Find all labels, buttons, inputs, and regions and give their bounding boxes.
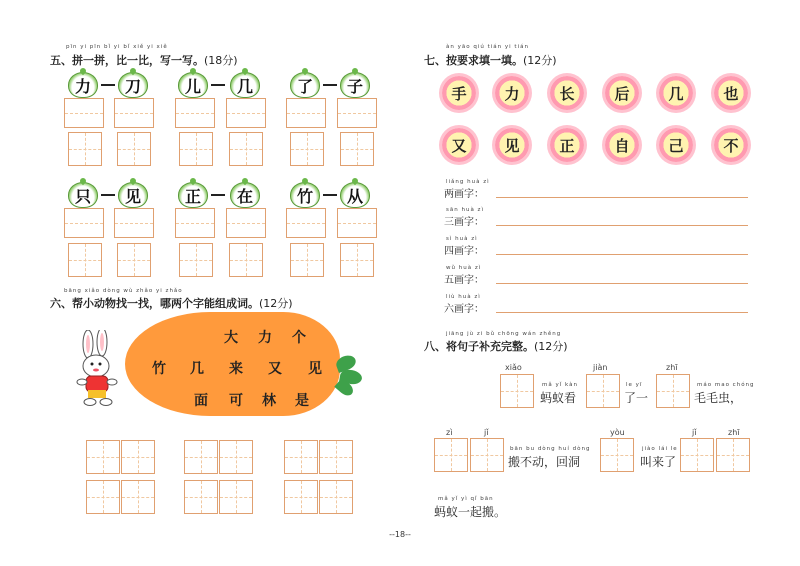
pinyin-box[interactable]	[114, 208, 154, 238]
pinyin-box[interactable]	[175, 98, 215, 128]
pinyin-box[interactable]	[226, 208, 266, 238]
writing-grid[interactable]	[229, 132, 263, 166]
pinyin-box[interactable]	[114, 98, 154, 128]
writing-grid[interactable]	[340, 132, 374, 166]
dash	[101, 84, 115, 86]
writing-grid[interactable]	[68, 132, 102, 166]
writing-grid[interactable]	[229, 243, 263, 277]
flower-char[interactable]: 又	[442, 128, 476, 162]
carrot-char[interactable]: 又	[268, 361, 282, 377]
writing-grid[interactable]	[284, 440, 318, 474]
flower-char[interactable]: 自	[605, 128, 639, 162]
flower-char[interactable]: 手	[442, 76, 476, 110]
writing-grid[interactable]	[179, 243, 213, 277]
char-tile: 正	[178, 182, 208, 208]
writing-grid[interactable]	[600, 438, 634, 472]
char-tile: 竹	[290, 182, 320, 208]
flower-char[interactable]: 正	[550, 128, 584, 162]
dash	[211, 194, 225, 196]
writing-grid[interactable]	[434, 438, 468, 472]
flower-char[interactable]: 几	[659, 76, 693, 110]
flower-char[interactable]: 见	[495, 128, 529, 162]
sentence-text: 蚂蚁看	[540, 391, 577, 405]
label-pinyin: liù huà zì	[446, 294, 481, 300]
page-number: --18--	[389, 530, 411, 539]
writing-grid[interactable]	[219, 440, 253, 474]
writing-grid[interactable]	[319, 440, 353, 474]
pinyin: mǎ yǐ yì qǐ bān	[438, 496, 494, 502]
writing-grid[interactable]	[656, 374, 690, 408]
pinyin-box[interactable]	[226, 98, 266, 128]
sentence-text: 了一	[624, 391, 649, 405]
writing-grid[interactable]	[86, 440, 120, 474]
char-tile: 刀	[118, 72, 148, 98]
carrot-char[interactable]: 几	[190, 361, 204, 377]
writing-grid[interactable]	[680, 438, 714, 472]
label-pinyin: sì huà zì	[446, 236, 478, 242]
q8-title	[424, 338, 568, 354]
pinyin: mǎ yǐ kàn	[542, 382, 578, 388]
flower-char[interactable]: 力	[495, 76, 529, 110]
pinyin: bān bu dòng huí dòng	[510, 446, 591, 452]
writing-grid[interactable]	[500, 374, 534, 408]
writing-grid[interactable]	[184, 440, 218, 474]
stroke-label: 五画字：	[444, 275, 484, 286]
answer-line[interactable]	[496, 254, 748, 255]
flower-char[interactable]: 也	[714, 76, 748, 110]
label-pinyin: liǎng huà zì	[446, 179, 490, 185]
carrot-char[interactable]: 力	[258, 330, 272, 346]
char-tile: 从	[340, 182, 370, 208]
dash	[323, 84, 337, 86]
carrot-char[interactable]: 面	[194, 393, 208, 409]
pinyin-box[interactable]	[64, 98, 104, 128]
pinyin-box[interactable]	[286, 98, 326, 128]
char-tile: 只	[68, 182, 98, 208]
writing-grid[interactable]	[117, 132, 151, 166]
writing-grid[interactable]	[586, 374, 620, 408]
q5-title-text: 五、拼一拼，比一比，写一写。	[50, 54, 204, 67]
pinyin-box[interactable]	[286, 208, 326, 238]
writing-grid[interactable]	[284, 480, 318, 514]
char-tile: 了	[290, 72, 320, 98]
writing-grid[interactable]	[86, 480, 120, 514]
carrot-char[interactable]: 个	[292, 330, 306, 346]
q8-title-text: 八、将句子补充完整。	[424, 340, 534, 353]
writing-grid[interactable]	[290, 243, 324, 277]
carrot-char[interactable]: 来	[229, 361, 243, 377]
carrot-char[interactable]: 可	[229, 393, 243, 409]
pinyin-hint: zhī	[728, 428, 740, 437]
writing-grid[interactable]	[716, 438, 750, 472]
pinyin: jiào lái le	[642, 446, 678, 452]
pinyin-box[interactable]	[337, 208, 377, 238]
label-pinyin: sān huà zì	[446, 207, 484, 213]
writing-grid[interactable]	[340, 243, 374, 277]
pinyin-box[interactable]	[64, 208, 104, 238]
pinyin: máo mao chóng	[697, 382, 755, 388]
pinyin-hint: zì	[446, 428, 453, 437]
writing-grid[interactable]	[121, 440, 155, 474]
flower-char[interactable]: 不	[714, 128, 748, 162]
char-tile: 儿	[178, 72, 208, 98]
writing-grid[interactable]	[470, 438, 504, 472]
writing-grid[interactable]	[219, 480, 253, 514]
writing-grid[interactable]	[117, 243, 151, 277]
flower-char[interactable]: 后	[605, 76, 639, 110]
dash	[211, 84, 225, 86]
pinyin-hint: jǐ	[692, 428, 697, 437]
carrot-char[interactable]: 林	[262, 393, 276, 409]
dash	[101, 194, 115, 196]
q7-score: (12分)	[523, 54, 557, 67]
pinyin-hint: jǐ	[484, 428, 489, 437]
dash	[323, 194, 337, 196]
pinyin: le yī	[626, 382, 643, 388]
sentence-text: 蚂蚁一起搬。	[434, 505, 507, 519]
sentence-text: 毛毛虫，	[694, 391, 743, 405]
writing-grid[interactable]	[68, 243, 102, 277]
q5-score: (18分)	[204, 54, 238, 67]
answer-line[interactable]	[496, 312, 748, 313]
char-tile: 见	[118, 182, 148, 208]
answer-line[interactable]	[496, 197, 748, 198]
q6-title	[50, 295, 293, 311]
pinyin-hint: xiǎo	[505, 363, 522, 372]
q5-pinyin: pīn yi pīn bǐ yi bǐ xiě yi xiě	[66, 44, 168, 50]
writing-grid[interactable]	[319, 480, 353, 514]
pinyin-box[interactable]	[337, 98, 377, 128]
flower-char[interactable]: 己	[659, 128, 693, 162]
answer-line[interactable]	[496, 283, 748, 284]
char-tile: 子	[340, 72, 370, 98]
q6-title-text: 六、帮小动物找一找，哪两个字能组成词。	[50, 297, 259, 310]
carrot-char[interactable]: 大	[224, 330, 238, 346]
flower-char[interactable]: 长	[550, 76, 584, 110]
q7-title	[424, 52, 557, 68]
q8-pinyin: jiāng jù zi bǔ chōng wán zhěng	[446, 331, 562, 337]
carrot-char[interactable]: 见	[308, 361, 322, 377]
pinyin-hint: yòu	[610, 428, 625, 437]
carrot-char[interactable]: 是	[295, 393, 309, 409]
writing-grid[interactable]	[121, 480, 155, 514]
q8-score: (12分)	[534, 340, 568, 353]
char-tile: 力	[68, 72, 98, 98]
char-tile: 几	[230, 72, 260, 98]
q6-pinyin: bāng xiǎo dòng wù zhǎo yi zhǎo	[64, 288, 183, 294]
q5-title	[50, 52, 238, 68]
stroke-label: 两画字：	[444, 189, 484, 200]
stroke-label: 三画字：	[444, 217, 484, 228]
q6-score: (12分)	[259, 297, 293, 310]
writing-grid[interactable]	[179, 132, 213, 166]
char-tile: 在	[230, 182, 260, 208]
sentence-text: 搬不动，回洞	[508, 455, 581, 469]
writing-grid[interactable]	[290, 132, 324, 166]
answer-line[interactable]	[496, 225, 748, 226]
stroke-label: 四画字：	[444, 246, 484, 257]
q7-pinyin: àn yāo qiú tián yi tián	[446, 44, 529, 50]
carrot-char[interactable]: 竹	[152, 361, 166, 377]
stroke-label: 六画字：	[444, 304, 484, 315]
pinyin-box[interactable]	[175, 208, 215, 238]
pinyin-hint: zhī	[666, 363, 678, 372]
q7-title-text: 七、按要求填一填。	[424, 54, 523, 67]
writing-grid[interactable]	[184, 480, 218, 514]
sentence-text: 叫来了	[640, 455, 677, 469]
pinyin-hint: jiàn	[593, 363, 608, 372]
label-pinyin: wǔ huà zì	[446, 265, 482, 271]
